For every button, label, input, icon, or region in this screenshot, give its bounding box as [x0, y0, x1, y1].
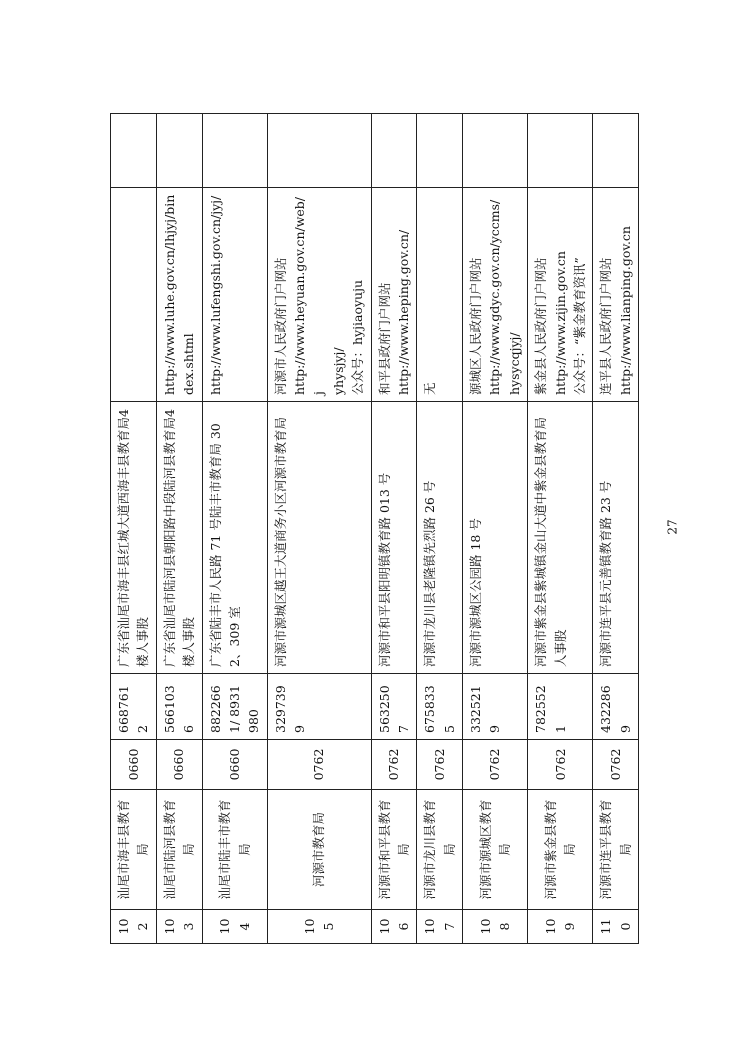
- table-row: [593, 114, 639, 944]
- row-number: 107: [417, 910, 463, 944]
- row-number: 105: [267, 910, 371, 944]
- table-wrapper: [110, 114, 633, 944]
- website: [417, 188, 463, 402]
- remark: [463, 114, 528, 188]
- table-row: [111, 114, 157, 944]
- website-line: dex.shtml: [181, 333, 197, 395]
- table-row: [417, 114, 463, 944]
- table-row: [371, 114, 417, 944]
- agency-name: 河源市龙川县教育局: [417, 790, 463, 910]
- website-line: http://www.heping.gov.cn/: [395, 229, 411, 395]
- address: 河源市紫金县紫城镇金山大道中紫金县教育局人事股: [528, 402, 593, 674]
- website-line: http://www.lufengshi.gov.cn/jyj/: [207, 195, 223, 395]
- remark: [528, 114, 593, 188]
- row-number: 109: [528, 910, 593, 944]
- area-code: 0660: [111, 740, 157, 790]
- row-number: 103: [156, 910, 202, 944]
- phone-number: 7825521: [528, 674, 593, 740]
- address: 广东省陆丰市人民路 71 号陆丰市教育局 302、309 室: [202, 402, 267, 674]
- address: 河源市源城区越王大道商务小区河源市教育局: [267, 402, 371, 674]
- website: [267, 188, 371, 402]
- row-number: 106: [371, 910, 417, 944]
- row-number: 110: [593, 910, 639, 944]
- area-code: 0762: [417, 740, 463, 790]
- phone-number: 5632507: [371, 674, 417, 740]
- website-line: http://www.heyuan.gov.cn/web/j: [292, 196, 327, 395]
- row-number: 108: [463, 910, 528, 944]
- address: 河源市源城区公园路 18 号: [463, 402, 528, 674]
- phone-number: 5661036: [156, 674, 202, 740]
- area-code: 0660: [202, 740, 267, 790]
- remark: [111, 114, 157, 188]
- row-number: 104: [202, 910, 267, 944]
- area-code: 0762: [593, 740, 639, 790]
- website: [371, 188, 417, 402]
- table-row: [156, 114, 202, 944]
- agency-name: 河源市教育局: [267, 790, 371, 910]
- website-line: 连平县人民政府门户网站: [598, 257, 614, 395]
- agency-name: 河源市源城区教育局: [463, 790, 528, 910]
- table-row: [202, 114, 267, 944]
- website-line: http://www.gdyc.gov.cn/yccms/: [487, 199, 503, 395]
- website: [593, 188, 639, 402]
- website-line: http://www.lianping.gov.cn: [617, 226, 633, 395]
- website-line: http://www.luhe.gov.cn/lhjyj/bin: [161, 194, 177, 395]
- phone-number: 8822661/ 8931980: [202, 674, 267, 740]
- remark: [156, 114, 202, 188]
- agency-name: 河源市紫金县教育局: [528, 790, 593, 910]
- agency-name: 汕尾市陆河县教育局: [156, 790, 202, 910]
- website-line: http://www.zijin.gov.cn: [552, 251, 568, 395]
- website-line: 源城区人民政府门户网站: [468, 257, 483, 395]
- phone-number: 6758335: [417, 674, 463, 740]
- agency-name: 汕尾市海丰县教育局: [111, 790, 157, 910]
- page-number: 27: [665, 519, 680, 535]
- website-line: yhysjyj/: [330, 347, 346, 395]
- address: 河源市龙川县老隆镇先烈路 26 号: [417, 402, 463, 674]
- table-row: [528, 114, 593, 944]
- table-row: [463, 114, 528, 944]
- remark: [371, 114, 417, 188]
- website: [156, 188, 202, 402]
- website: [528, 188, 593, 402]
- website-line: 公众号：hyjiaoyuju: [350, 279, 366, 395]
- address: 河源市连平县元善镇教育路 23 号: [593, 402, 639, 674]
- website-line: 公众号：“紫金教育资讯”: [571, 257, 587, 395]
- row-number: 102: [111, 910, 157, 944]
- remark: [417, 114, 463, 188]
- area-code: 0762: [371, 740, 417, 790]
- address: 广东省汕尾市海丰县红城大道西海丰县教育局4楼人事股: [111, 402, 157, 674]
- remark: [202, 114, 267, 188]
- area-code: 0762: [463, 740, 528, 790]
- website: [111, 188, 157, 402]
- contact-table: [110, 113, 639, 944]
- agency-name: 汕尾市陆丰市教育局: [202, 790, 267, 910]
- table-row: [267, 114, 371, 944]
- remark: [593, 114, 639, 188]
- agency-name: 河源市连平县教育局: [593, 790, 639, 910]
- website-line: 紫金县人民政府门户网站: [533, 257, 549, 395]
- phone-number: 6687612: [111, 674, 157, 740]
- area-code: 0762: [267, 740, 371, 790]
- phone-number: 3325219: [463, 674, 528, 740]
- website-line: 和平县政府门户网站: [376, 282, 392, 395]
- address: 广东省汕尾市陆河县朝阳路中段陆河县教育局4楼人事股: [156, 402, 202, 674]
- agency-name: 河源市和平县教育局: [371, 790, 417, 910]
- area-code: 0762: [528, 740, 593, 790]
- website: [202, 188, 267, 402]
- website-line: hysycqjyj/: [506, 332, 522, 395]
- phone-number: 3297399: [267, 674, 371, 740]
- website-line: 河源市人民政府门户网站: [272, 257, 288, 395]
- remark: [267, 114, 371, 188]
- rotated-table-area: [110, 114, 633, 944]
- website: [463, 188, 528, 402]
- phone-number: 4322869: [593, 674, 639, 740]
- area-code: 0660: [156, 740, 202, 790]
- address: 河源市和平县阳明镇教育路 013 号: [371, 402, 417, 674]
- website-line: 无: [422, 382, 438, 395]
